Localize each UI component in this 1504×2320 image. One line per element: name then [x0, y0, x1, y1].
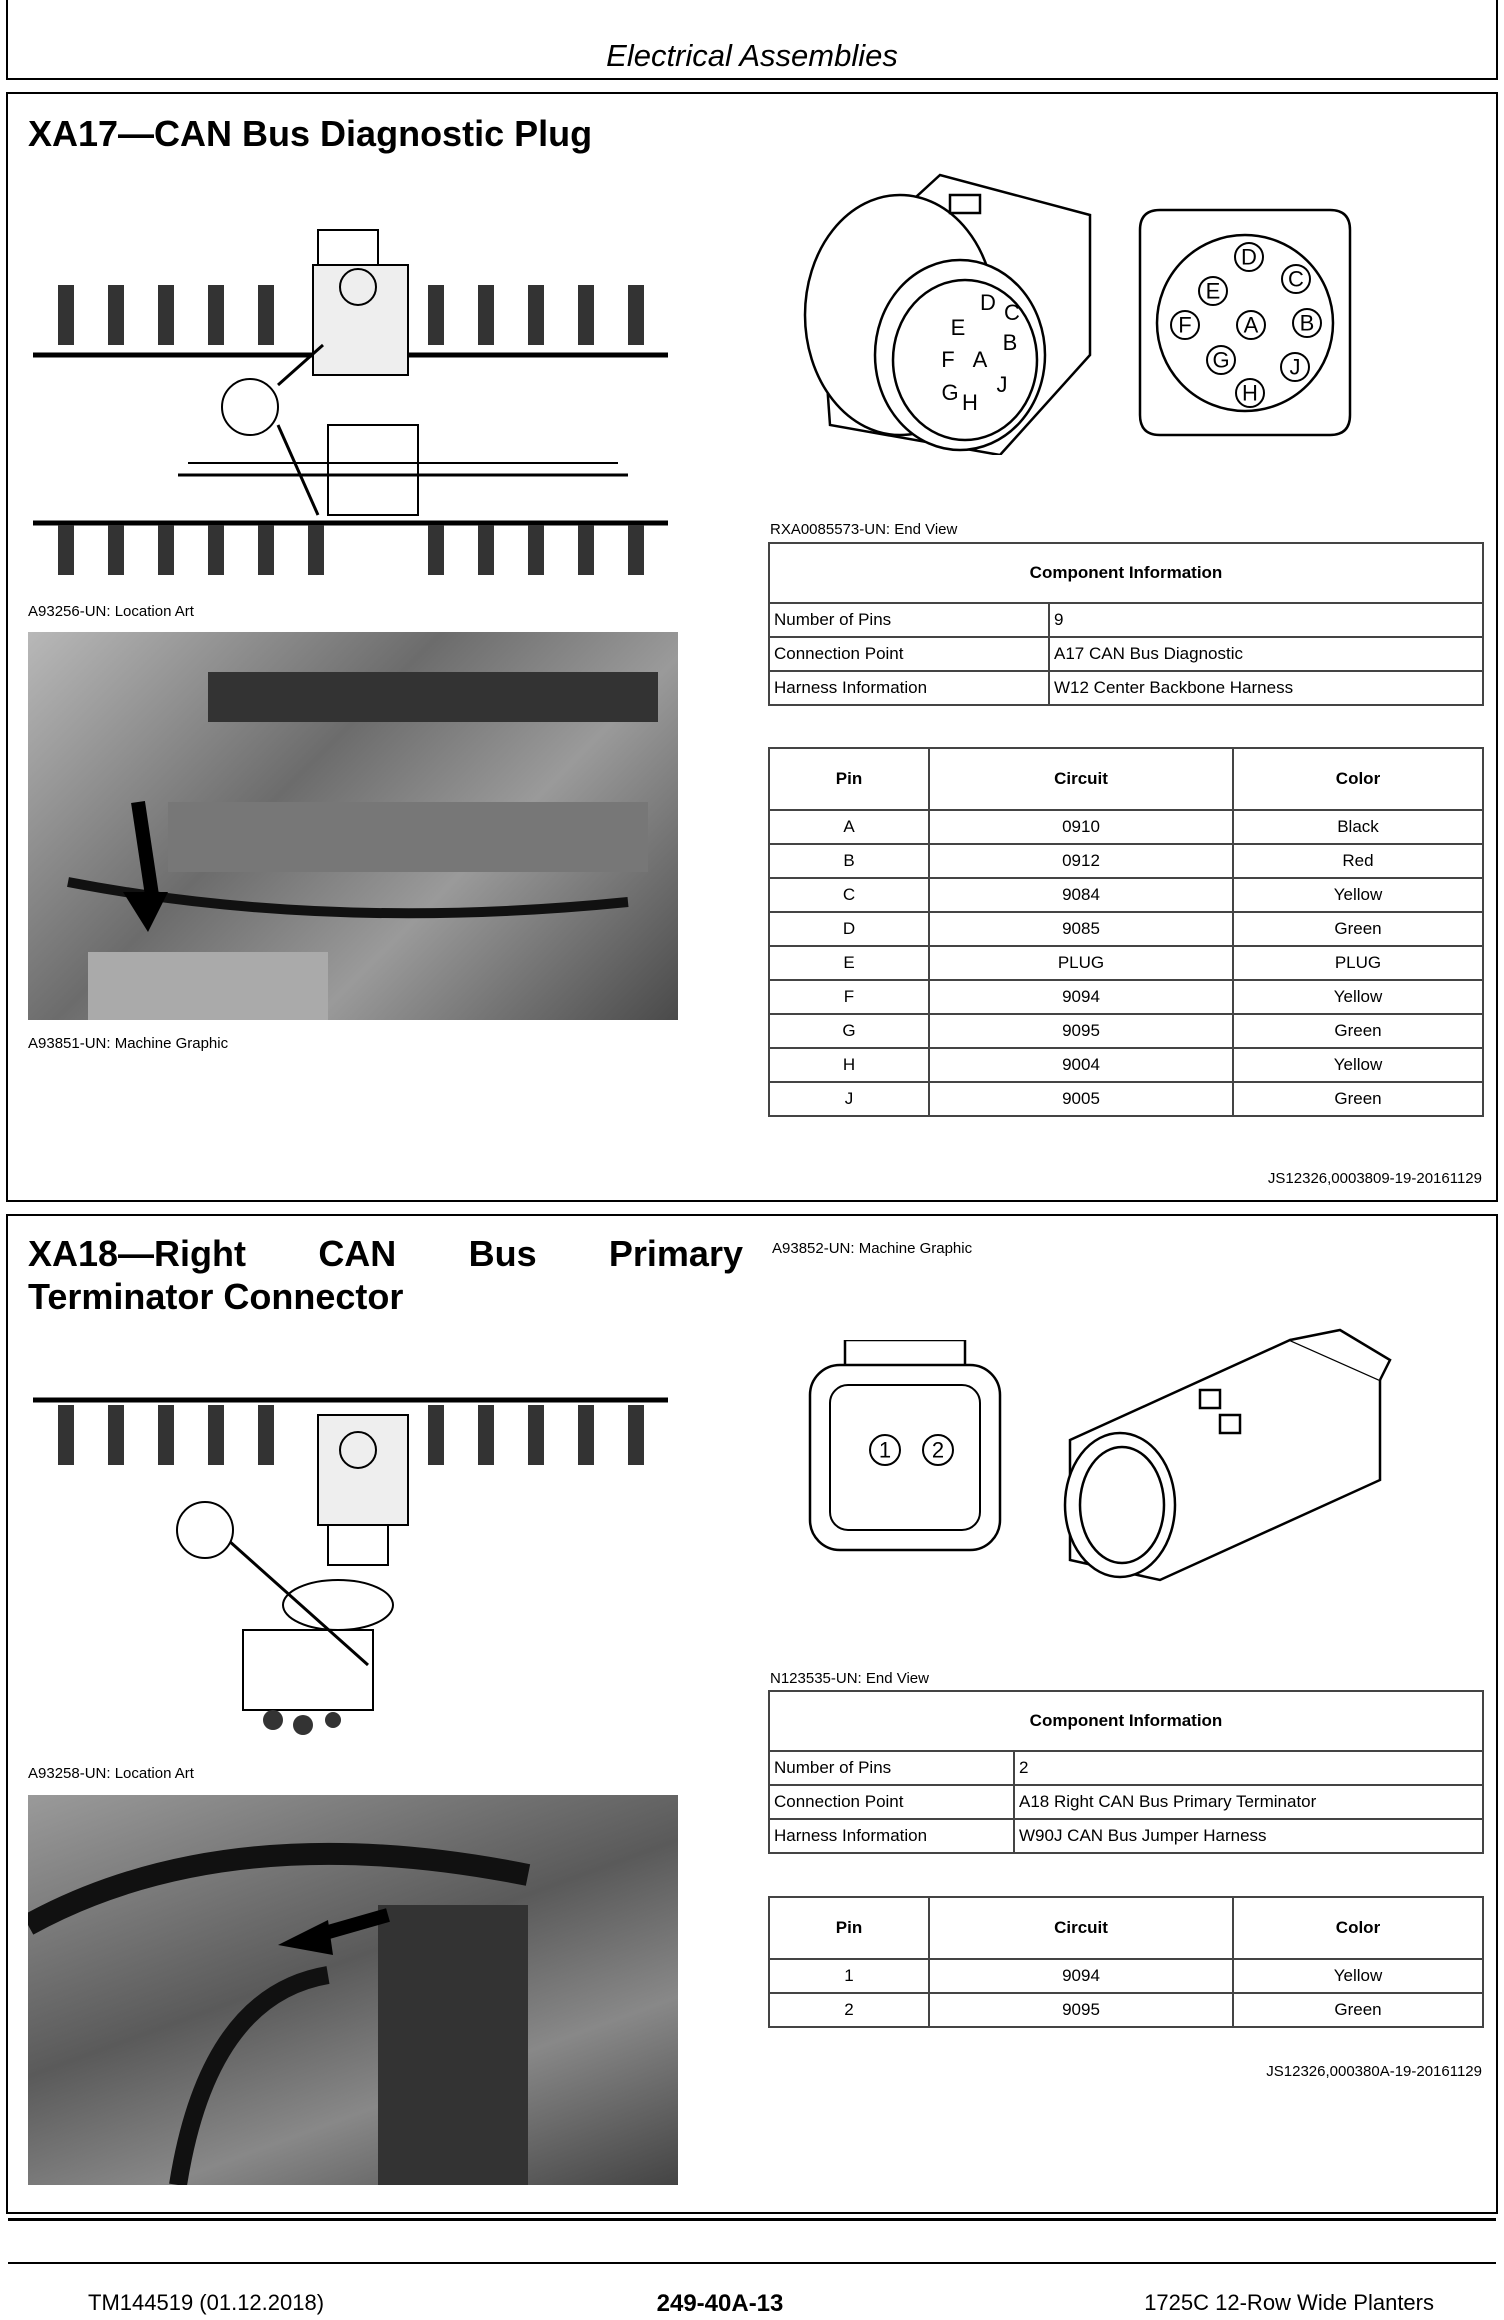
color-cell: Yellow [1233, 1048, 1483, 1082]
machine-graphic-caption-xa17: A93851-UN: Machine Graphic [28, 1035, 229, 1052]
table-row: Connection Point A18 Right CAN Bus Primary Terminator [769, 1785, 1483, 1819]
end-view-caption-xa18: N123535-UN: End View [770, 1670, 929, 1687]
circuit-cell: 9085 [929, 912, 1233, 946]
page-header-title: Electrical Assemblies [606, 38, 898, 73]
end-pin-j: J [1289, 354, 1301, 380]
pin-cell: D [769, 912, 929, 946]
pin-table-xa17 [768, 747, 1484, 1117]
circuit-header: Circuit [929, 1897, 1233, 1959]
table-row [769, 1014, 1483, 1048]
table-row [769, 1082, 1483, 1116]
pin-cell: 2 [769, 1993, 929, 2027]
table-row [769, 912, 1483, 946]
footer-manual-id: TM144519 (01.12.2018) [88, 2290, 325, 2315]
pin-cell: E [769, 946, 929, 980]
ref-code-xa18: JS12326,000380A-19-20161129 [1266, 2063, 1482, 2080]
table-row [769, 1048, 1483, 1082]
end-pin-f: F [1178, 312, 1192, 338]
end-pin-c: C [1288, 266, 1304, 292]
table-row [769, 810, 1483, 844]
circuit-header: Circuit [929, 748, 1233, 810]
connector-end-view-xa17 [1135, 205, 1355, 440]
location-art-caption-xa18: A93258-UN: Location Art [28, 1765, 194, 1782]
color-cell: PLUG [1233, 946, 1483, 980]
table-row [769, 844, 1483, 878]
section-xa17-title: XA17—CAN Bus Diagnostic Plug [28, 113, 593, 154]
location-art-caption-xa17: A93256-UN: Location Art [28, 603, 194, 620]
table-row [769, 980, 1483, 1014]
end-pin-1: 1 [878, 1437, 892, 1463]
pin-cell: 1 [769, 1959, 929, 1993]
footer-product-name: 1725C 12-Row Wide Planters [1144, 2290, 1434, 2315]
location-art-xa18 [28, 1375, 678, 1750]
pin-header: Pin [769, 748, 929, 810]
color-cell: Yellow [1233, 980, 1483, 1014]
pin-cell: C [769, 878, 929, 912]
table-row [769, 1993, 1483, 2027]
color-cell: Red [1233, 844, 1483, 878]
footer-rule [8, 2262, 1496, 2264]
pin-cell: H [769, 1048, 929, 1082]
circuit-cell: 0910 [929, 810, 1233, 844]
color-header: Color [1233, 1897, 1483, 1959]
iso-pin-g: G [941, 380, 959, 405]
table-row: Harness Information W90J CAN Bus Jumper Harness [769, 1819, 1483, 1853]
color-cell: Yellow [1233, 878, 1483, 912]
table-row: Number of Pins 9 [769, 603, 1483, 637]
machine-graphic-xa18 [28, 1795, 678, 2185]
component-info-heading: Component Information [769, 1691, 1483, 1751]
iso-pin-h: H [962, 390, 978, 415]
pin-table-xa18 [768, 1896, 1484, 2028]
circuit-cell: 9094 [929, 1959, 1233, 1993]
iso-pin-a: A [972, 347, 988, 372]
component-info-table-xa17 [768, 542, 1484, 706]
pin-cell: F [769, 980, 929, 1014]
circuit-cell: 9094 [929, 980, 1233, 1014]
circuit-cell: 9084 [929, 878, 1233, 912]
end-pin-h: H [1242, 380, 1258, 406]
pin-cell: G [769, 1014, 929, 1048]
connector-iso-view-xa17 [790, 155, 1110, 455]
pin-cell: A [769, 810, 929, 844]
iso-pin-b: B [1002, 330, 1018, 355]
connector-end-view-xa18 [805, 1340, 1015, 1555]
section-xa18-title: XA18—Right CAN Bus Primary Terminator Connector [28, 1233, 743, 1317]
circuit-cell: 0912 [929, 844, 1233, 878]
iso-pin-c: C [1004, 300, 1020, 325]
component-info-heading: Component Information [769, 543, 1483, 603]
color-cell: Green [1233, 912, 1483, 946]
color-header: Color [1233, 748, 1483, 810]
footer-page-number: 249-40A-13 [656, 2290, 784, 2317]
circuit-cell: 9095 [929, 1993, 1233, 2027]
pin-cell: B [769, 844, 929, 878]
component-info-table-xa18 [768, 1690, 1484, 1854]
table-row: Number of Pins 2 [769, 1751, 1483, 1785]
color-cell: Yellow [1233, 1959, 1483, 1993]
machine-graphic-caption-xa18: A93852-UN: Machine Graphic [772, 1240, 973, 1257]
iso-pin-e: E [950, 315, 966, 340]
circuit-cell: 9004 [929, 1048, 1233, 1082]
end-pin-b: B [1299, 310, 1315, 336]
end-pin-e: E [1205, 278, 1221, 304]
circuit-cell: 9005 [929, 1082, 1233, 1116]
iso-pin-j: J [996, 372, 1008, 397]
connector-iso-view-xa18 [1040, 1320, 1410, 1590]
iso-pin-d: D [980, 290, 996, 315]
pin-cell: J [769, 1082, 929, 1116]
pin-header: Pin [769, 1897, 929, 1959]
iso-pin-f: F [941, 347, 955, 372]
table-row [769, 878, 1483, 912]
circuit-cell: PLUG [929, 946, 1233, 980]
end-pin-2: 2 [931, 1437, 945, 1463]
color-cell: Green [1233, 1993, 1483, 2027]
end-view-caption-xa17: RXA0085573-UN: End View [770, 521, 958, 538]
table-row [769, 1959, 1483, 1993]
color-cell: Black [1233, 810, 1483, 844]
end-pin-a: A [1243, 312, 1259, 338]
ref-code-xa17: JS12326,0003809-19-20161129 [1267, 1170, 1482, 1187]
circuit-cell: 9095 [929, 1014, 1233, 1048]
table-row: Connection Point A17 CAN Bus Diagnostic [769, 637, 1483, 671]
end-pin-d: D [1241, 244, 1257, 270]
color-cell: Green [1233, 1082, 1483, 1116]
machine-graphic-xa17 [28, 632, 678, 1020]
location-art-xa17 [28, 215, 678, 585]
table-row: Harness Information W12 Center Backbone Harness [769, 671, 1483, 705]
footer-rule-thick [8, 2218, 1496, 2221]
color-cell: Green [1233, 1014, 1483, 1048]
end-pin-g: G [1212, 347, 1230, 373]
table-row [769, 946, 1483, 980]
